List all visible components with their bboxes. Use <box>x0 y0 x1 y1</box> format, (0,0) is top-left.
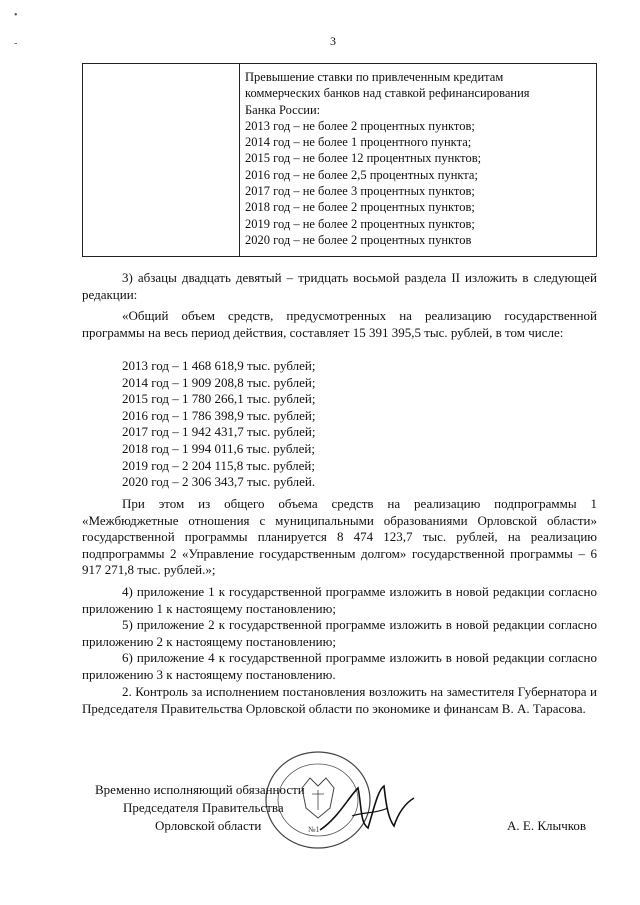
paragraph-quote: «Общий объем средств, предусмотренных на реализацию государственной программы на весь период действия, составляет 15 391 395,5 тыс. рублей, в том числе: <box>82 308 597 340</box>
table-column-divider <box>239 64 240 256</box>
year-line: 2015 год – 1 780 266,1 тыс. рублей; <box>122 391 316 407</box>
indicator-table <box>82 63 597 257</box>
table-line: 2016 год – не более 2,5 процентных пункта; <box>245 167 478 182</box>
paragraph-subprogram: При этом из общего объема средств на реализацию подпрограммы 1 «Межбюджетные отношения с муниципальными образованиями Орловской области» государственной программы планируется 8 474 123,7 тыс. рублей, на реализацию подпрограммы 2 «Управление государственным долгом» государственной программы – 6 917 271,8 тыс. рублей.»; <box>82 496 597 578</box>
year-line: 2014 год – 1 909 208,8 тыс. рублей; <box>122 374 316 390</box>
table-line: 2014 год – не более 1 процентного пункта; <box>245 135 472 150</box>
signatory-title-line-3: Орловской области <box>155 818 262 833</box>
table-line: 2013 год – не более 2 процентных пунктов; <box>245 118 475 133</box>
table-line: 2018 год – не более 2 процентных пунктов; <box>245 200 475 215</box>
signatory-title-line-2: Председателя Правительства <box>123 800 284 815</box>
scan-mark: - <box>14 38 18 49</box>
table-line: коммерческих банков над ставкой рефинансирования <box>245 86 530 101</box>
paragraph-4: 4) приложение 1 к государственной программе изложить в новой редакции согласно приложению 1 к настоящему постановлению; <box>82 584 597 616</box>
year-line: 2013 год – 1 468 618,9 тыс. рублей; <box>122 358 316 373</box>
page-number: 3 <box>330 34 336 48</box>
year-line: 2018 год – 1 994 011,6 тыс. рублей; <box>122 440 315 456</box>
signatory-name: А. Е. Клычков <box>507 818 587 833</box>
year-line: 2019 год – 2 204 115,8 тыс. рублей; <box>122 457 315 473</box>
paragraph-6: 6) приложение 4 к государственной программе изложить в новой редакции согласно приложению 3 к настоящему постановлению. <box>82 650 597 682</box>
table-line: 2015 год – не более 12 процентных пунктов; <box>245 151 482 166</box>
table-line: 2020 год – не более 2 процентных пунктов <box>245 232 472 247</box>
table-cell-indicator <box>245 69 530 248</box>
paragraph-3: 3) абзацы двадцать девятый – тридцать восьмой раздела II изложить в следующей редакции: <box>82 270 597 302</box>
table-line: 2019 год – не более 2 процентных пунктов; <box>245 216 475 231</box>
table-line: Банка России: <box>245 102 321 117</box>
signatory-title-line-1: Временно исполняющий обязанности <box>95 782 305 797</box>
funding-by-year <box>122 358 315 491</box>
table-line: 2017 год – не более 3 процентных пунктов; <box>245 184 475 199</box>
handwritten-signature <box>318 778 418 843</box>
year-line: 2017 год – 1 942 431,7 тыс. рублей; <box>122 424 316 440</box>
table-line: Превышение ставки по привлеченным кредитам <box>245 70 504 84</box>
year-line: 2020 год – 2 306 343,7 тыс. рублей. <box>122 474 316 490</box>
paragraph-5: 5) приложение 2 к государственной программе изложить в новой редакции согласно приложению 2 к настоящему постановлению; <box>82 617 597 649</box>
seal-number: №1 <box>308 825 320 834</box>
paragraph-2: 2. Контроль за исполнением постановления возложить на заместителя Губернатора и Председателя Правительства Орловской области по экономике и финансам В. А. Тарасова. <box>82 684 597 716</box>
scan-mark: • <box>14 10 18 21</box>
year-line: 2016 год – 1 786 398,9 тыс. рублей; <box>122 407 316 423</box>
